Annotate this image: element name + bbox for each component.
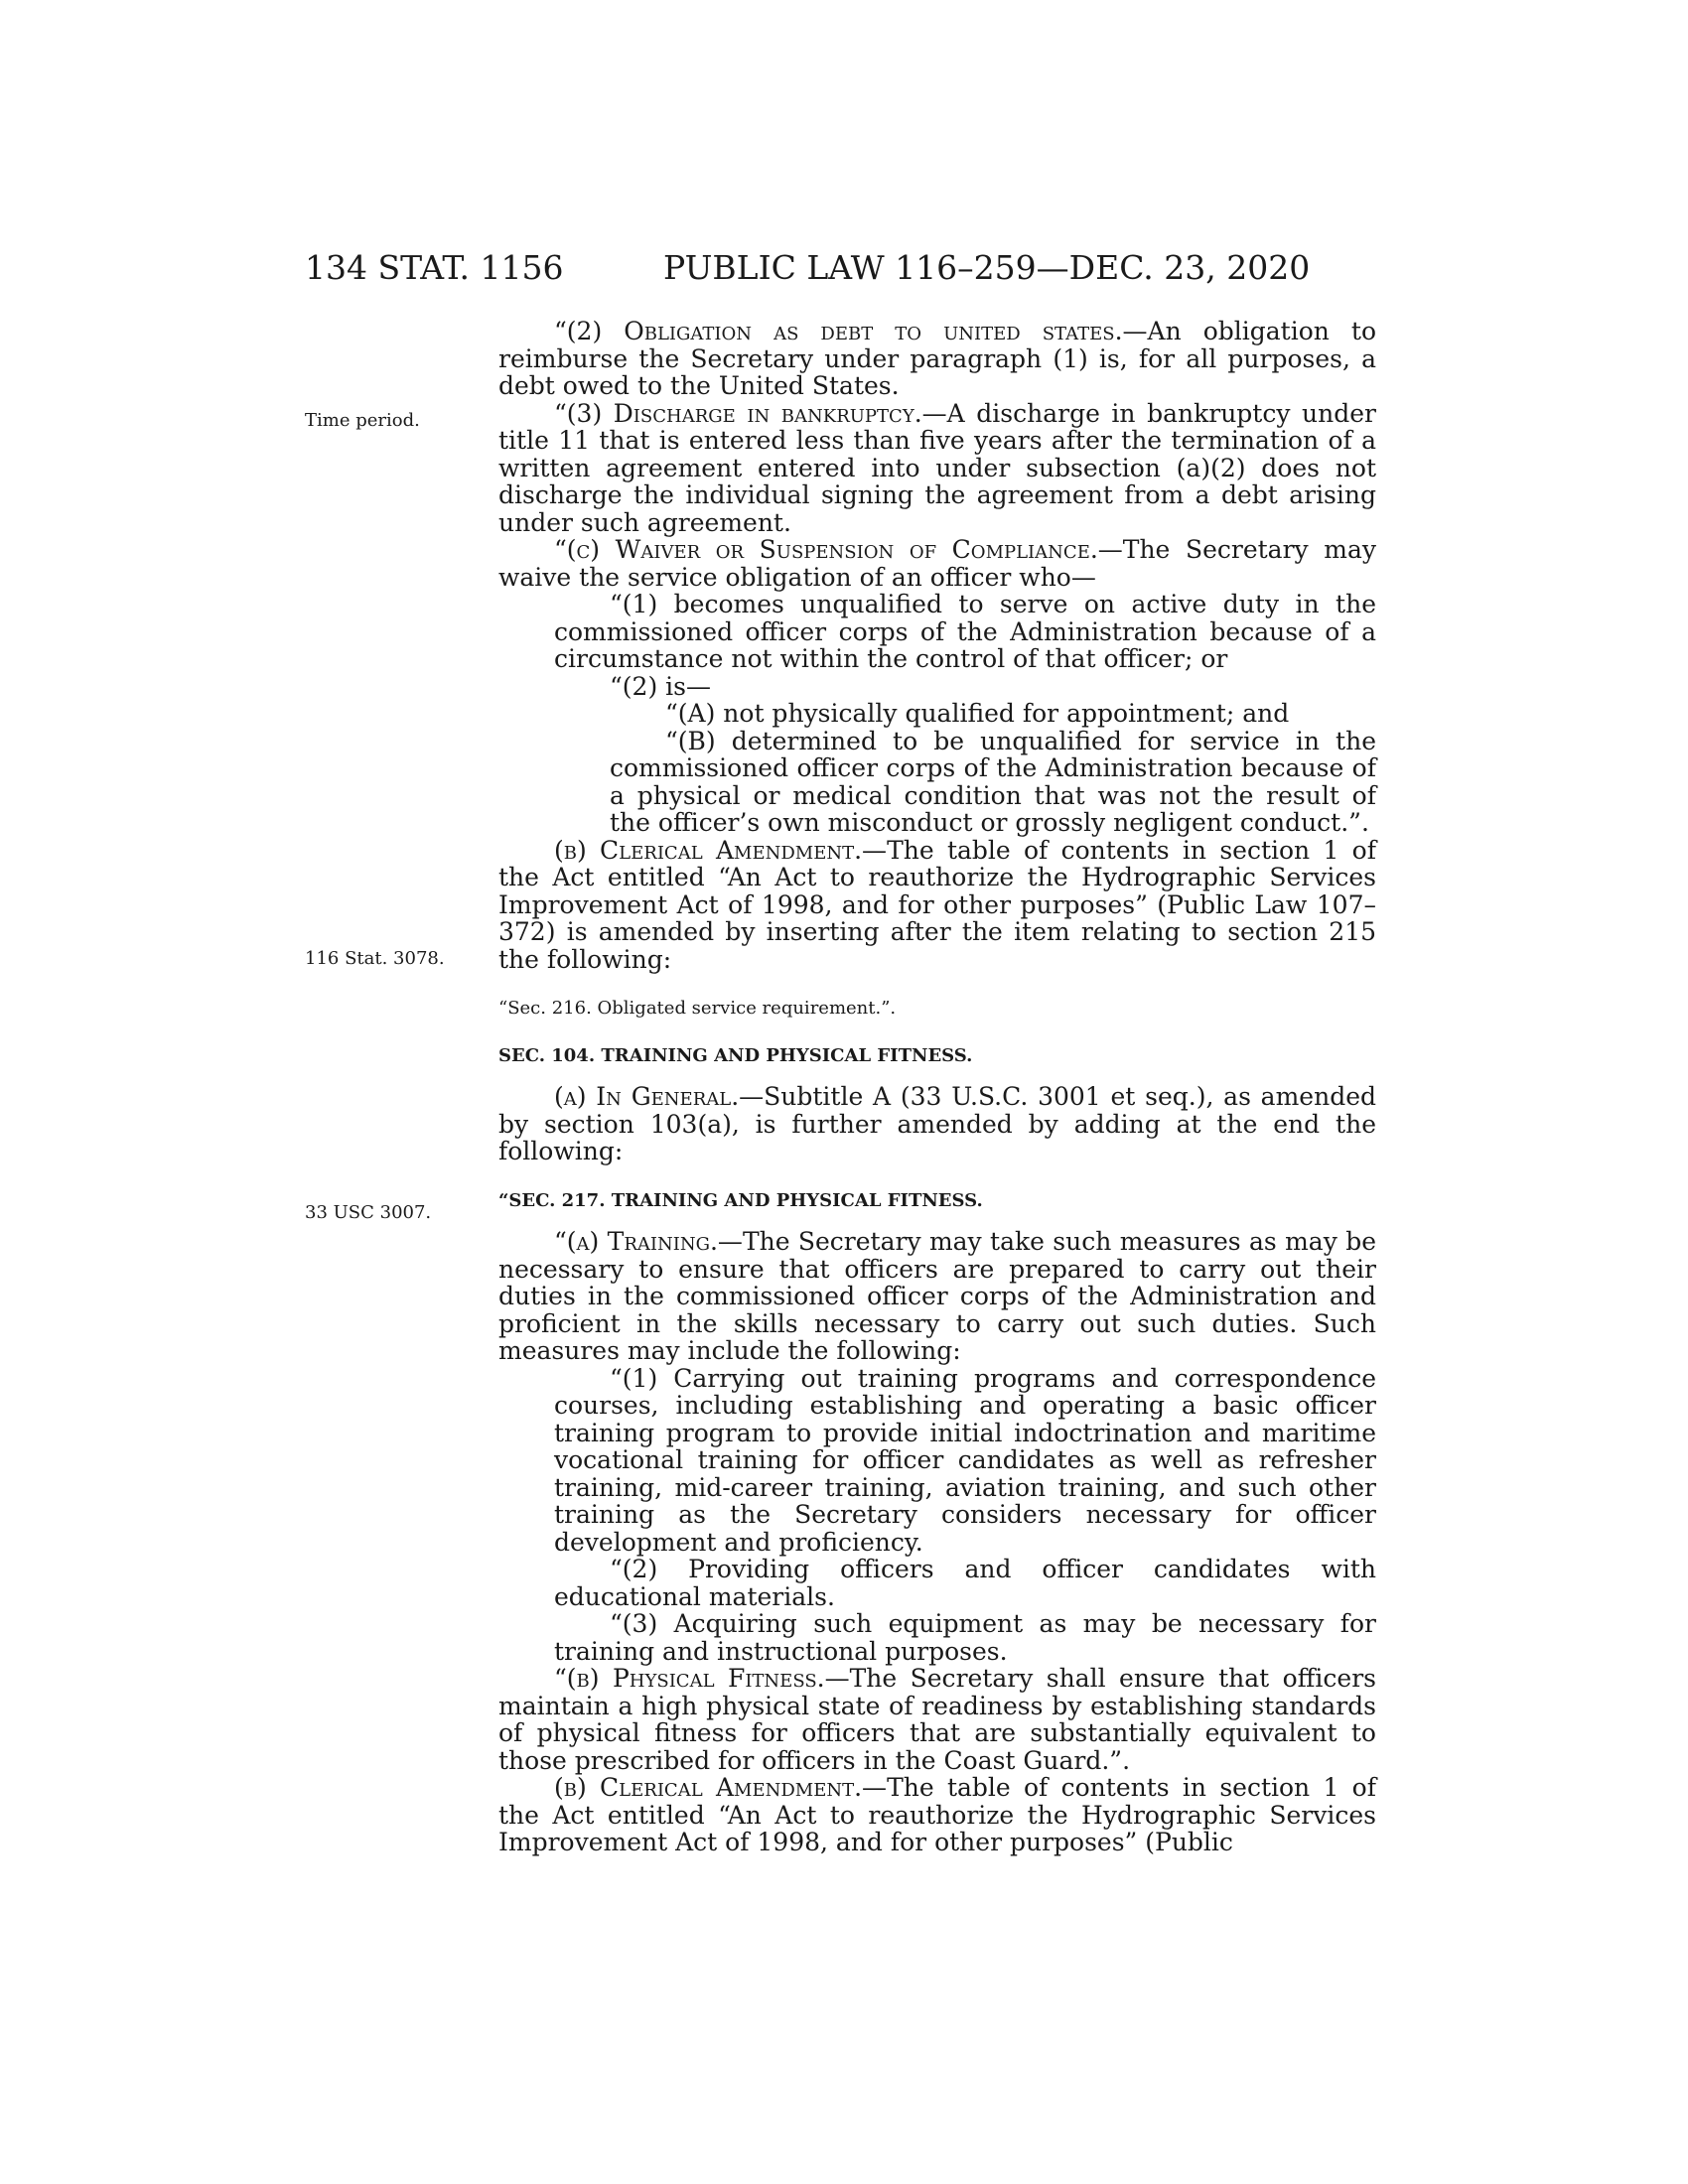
margin-note-usc-3007: 33 USC 3007. [305, 1202, 432, 1223]
paragraph-discharge-bankruptcy [498, 400, 1376, 537]
paragraph-in-general [498, 1083, 1376, 1165]
margin-note-stat-3078: 116 Stat. 3078. [305, 948, 445, 969]
paragraph-text: A discharge in bankruptcy under title 11 that is entered less than five years after the termination of a written agreement entered into under subsection (a)(2) does not discharge the individual signing the agreement from a debt arising under such agreement. [498, 398, 1376, 537]
paragraph-heading: “(a) Training.— [554, 1227, 743, 1256]
paragraph-heading: (b) Clerical Amendment.— [554, 835, 888, 865]
paragraph-heading: (b) Clerical Amendment.— [554, 1773, 888, 1802]
margin-note-time-period: Time period. [305, 410, 420, 431]
paragraph-text: The Secretary shall ensure that officers maintain a high physical state of readiness by establishing standards of physical fitness for officers that are substantially equivalent to those prescribed for officers in the Coast Guard.”. [498, 1664, 1376, 1775]
paragraph-text: The Secretary may waive the service obligation of an officer who— [498, 535, 1376, 592]
document-body [498, 318, 1376, 1856]
clause-educational-materials: “(2) Providing officers and officer candidates with educational materials. [554, 1555, 1376, 1611]
clause-is: “(2) is— [610, 671, 711, 701]
paragraph-heading: (a) In General.— [554, 1082, 765, 1111]
paragraph-physical-fitness [498, 1665, 1376, 1774]
paragraph-heading: “(2) Obligation as debt to united states.— [554, 317, 1148, 345]
toc-item-sec-216: “Sec. 216. Obligated service requirement.”. [498, 998, 897, 1019]
paragraph-clerical-amendment-1 [498, 837, 1376, 974]
clause-equipment: “(3) Acquiring such equipment as may be necessary for training and instructional purposes. [554, 1609, 1376, 1666]
stat-page-reference: 134 STAT. 1156 [305, 248, 564, 287]
subclause-not-qualified: “(A) not physically qualified for appointment; and [665, 699, 1290, 728]
section-217-heading: “SEC. 217. TRAINING AND PHYSICAL FITNESS. [498, 1189, 983, 1211]
paragraph-heading: “(b) Physical Fitness.— [554, 1664, 850, 1693]
subclause-determined-unqualified: “(B) determined to be unqualified for service in the commissioned officer corps of the Administration because of a physical or medical condition that was not the result of the officer’s own misconduct or grossly negligent conduct.”. [610, 726, 1376, 837]
clause-unqualified-active-duty: “(1) becomes unqualified to serve on active duty in the commissioned officer corps of the Administration because of a circumstance not within the control of that officer; or [554, 590, 1376, 673]
clause-training-programs: “(1) Carrying out training programs and correspondence courses, including establishing and operating a basic officer training program to provide initial indoctrination and maritime vocational training for officer candidates as well as refresher training, mid-career training, aviation training, and such other training as the Secretary considers necessary for officer development and proficiency. [554, 1363, 1376, 1557]
paragraph-heading: “(c) Waiver or Suspension of Compliance.— [554, 535, 1123, 564]
paragraph-waiver-suspension [498, 536, 1376, 591]
paragraph-clerical-amendment-2 [498, 1774, 1376, 1856]
paragraph-text: The Secretary may take such measures as may be necessary to ensure that officers are prepared to carry out their duties in the commissioned officer corps of the Administration and proficient in the skills necessary to carry out such duties. Such measures may include the following: [498, 1227, 1376, 1365]
law-title-header: PUBLIC LAW 116–259—DEC. 23, 2020 [663, 248, 1311, 287]
paragraph-text: The table of contents in section 1 of the Act entitled “An Act to reauthorize the Hydrographic Services Improvement Act of 1998, and for other purposes” (Public [498, 1773, 1376, 1856]
paragraph-heading: “(3) Discharge in bankruptcy.— [554, 398, 947, 428]
paragraph-text: Subtitle A (33 U.S.C. 3001 et seq.), as amended by section 103(a), is further amended by adding at the end the following: [498, 1082, 1376, 1165]
paragraph-text: The table of contents in section 1 of the Act entitled “An Act to reauthorize the Hydrographic Services Improvement Act of 1998, and for other purposes” (Public Law 107–372) is amended by inserting after the item relating to section 215 the following: [498, 835, 1376, 974]
paragraph-training [498, 1228, 1376, 1365]
paragraph-obligation-debt [498, 318, 1376, 400]
section-104-heading: SEC. 104. TRAINING AND PHYSICAL FITNESS. [498, 1044, 973, 1066]
paragraph-text: An obligation to reimburse the Secretary under paragraph (1) is, for all purposes, a debt owed to the United States. [498, 317, 1376, 400]
